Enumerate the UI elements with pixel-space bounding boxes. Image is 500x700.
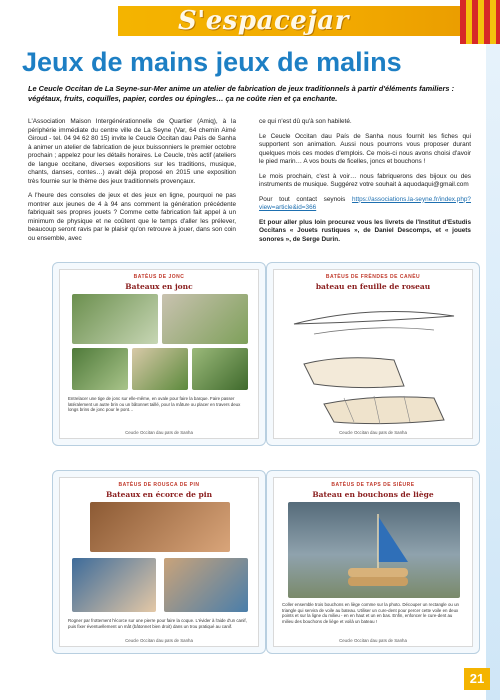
- card-caption: Rogner par frottement l'écorce sur une pierre pour faire la coque. L'évider à l'aide d'un canif, puis fixer éventuellement un mât (bâtonnet bien droit) dans un trou pratiqué au canif.: [68, 618, 247, 629]
- article-headline: Jeux de mains jeux de malins: [22, 47, 402, 77]
- photo: [132, 348, 188, 390]
- card-title: Bateau en bouchons de liège: [312, 490, 434, 499]
- contact-paragraph: [259, 196, 471, 213]
- card-bateau-roseau: [266, 262, 480, 446]
- card-sheet: [273, 269, 473, 439]
- card-sheet: [273, 477, 473, 647]
- card-kicker: BATÈUS DE ROUSCA DE PIN: [118, 482, 200, 488]
- card-bateau-liege: [266, 470, 480, 654]
- photo: [192, 348, 248, 390]
- side-stripe: [486, 44, 500, 700]
- photo: [72, 294, 158, 344]
- card-sheet: [59, 269, 259, 439]
- right-column: [259, 118, 471, 250]
- card-caption: Entrelacer une tige de jonc sur elle-même, en ovale pour faire la barque. Faire passer latéralement un autre brin ou un bâtonnet taillé, pour la mâture ou placer en travers deux longs brins de jonc pour le pont…: [68, 396, 241, 413]
- further-reading: Et pour aller plus loin procurez vous les livrets de l'Institut d'Estudis Occitans « Jouets rustiques », de Daniel Descomps, et « jouets sonores », de Serge Durin.: [259, 218, 471, 243]
- paragraph: Le mois prochain, c'est à voir… nous fabriquerons des bijoux ou des instruments de musique. Suggérez votre souhait à aquodaqui@gmail.com: [259, 172, 471, 188]
- paragraph: ce qui n'est dû qu'à son habileté.: [259, 118, 352, 125]
- photo: [164, 558, 248, 612]
- article-intro: Le Ceucle Occitan de La Seyne-sur-Mer anime un atelier de fabrication de jeux traditionnels à partir d'éléments familiers : végétaux, fruits, coquilles, papier, cordes ou épingles… ça ne coûte rien et ça enchante.: [28, 84, 455, 103]
- left-column: [28, 118, 236, 249]
- paragraph: L'Association Maison Intergénérationnelle de Quartier (Amiq), à la périphérie immédiate du centre ville de La Seyne (Var, 64 chemin Aimé Giroud - tel. 04 94 62 80 15) invite le Ceucle Occitan dau País de Sanha à animer un atelier de fabrication de jeux buissonniers le premier octobre prochain ; appelez pour les détails horaires. Le Ceucle, très actif (ateliers de langue occitane, diverses expositions sur les traditions, musique, chants, danses, contes…) avait déjà proposé en 2015 une exposition très fournie sur le thème des jeux traditionnels provençaux.: [28, 118, 236, 185]
- paragraph: A l'heure des consoles de jeux et des jeux en ligne, pourquoi ne pas montrer aux jeunes de 4 à 94 ans comment la génération précédente fabriquait ses propres jouets ? Comme cette fabrication fait appel à un minimum de physique et ne coûtent que le temps d'aller les prélever, beaucoup seront ravis par le plaisir qu'on retrouve à jouer, dans son coin ou ensemble, avec: [28, 192, 236, 242]
- card-caption: Coller ensemble trois bouchons en liège comme sur la photo. Découper un rectangle ou un triangle qui servira de voile au bateau. Utiliser un cure-dent pour percer cette voile en deux points et sur la ligne du milieu - en en haut et un en bas. Enfin, enfoncer le cure-dent au milieu des bouchons de liège et voilà un bateau !: [282, 602, 459, 624]
- card-footer: Ceucle Occitan dau païs de Sanha: [339, 430, 407, 435]
- card-sheet: [59, 477, 259, 647]
- photo: [72, 558, 156, 612]
- photo: [72, 348, 128, 390]
- photo: [288, 502, 460, 598]
- card-footer: Ceucle Occitan dau païs de Sanha: [125, 430, 193, 435]
- card-kicker: BATÈUS DE JONC: [133, 274, 185, 280]
- paragraph: Le Ceucle Occitan dau País de Sanha nous fournit les fiches qui supportent son animation. Aussi nous pourrons vous proposer durant quelques mois ces modes d'emplois. Ce mois-ci nous avons choisi d'avoir le pied marin… A vos bouts de ficelles, joncs et bouchons !: [259, 132, 471, 165]
- cork-boat-illustration: [338, 512, 418, 592]
- contact-link[interactable]: https://associations.la-seyne.fr/index.php?view=article&id=366: [259, 195, 471, 211]
- section-title: S'espacejar: [178, 6, 349, 36]
- card-kicker: BATÈUS DE TAPS DE SIÈURE: [331, 482, 415, 488]
- contact-prefix: Pour tout contact seynois: [259, 195, 346, 203]
- card-title: Bateaux en écorce de pin: [105, 490, 213, 499]
- card-footer: Ceucle Occitan dau païs de Sanha: [339, 638, 407, 643]
- occitan-flag-stripes: [460, 0, 500, 44]
- roseau-drawing: [284, 294, 464, 434]
- card-title: bateau en feuille de roseau: [315, 282, 431, 291]
- card-footer: Ceucle Occitan dau païs de Sanha: [125, 638, 193, 643]
- card-bateaux-jonc: [52, 262, 266, 446]
- page-number: 21: [464, 668, 490, 690]
- card-bateaux-ecorce: [52, 470, 266, 654]
- card-kicker: BATÈUS DE FRÈNDES DE CANÈU: [325, 274, 421, 280]
- section-banner: [0, 0, 500, 44]
- photo: [90, 502, 230, 552]
- card-title: Bateaux en jonc: [125, 282, 193, 291]
- photo: [162, 294, 248, 344]
